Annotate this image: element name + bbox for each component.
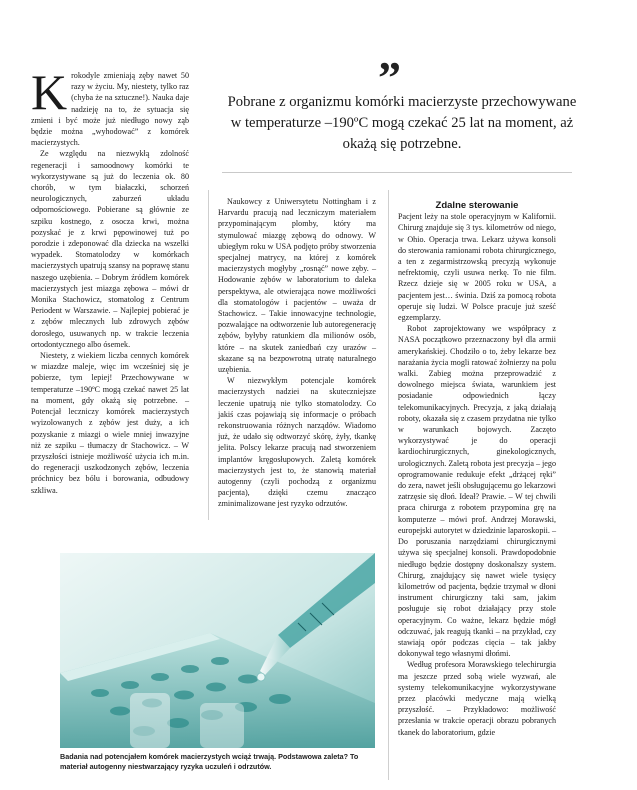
lead-text: rokodyle zmieniają zęby nawet 50 razy w życiu. My, niestety, tylko raz (chyba że na sztuczne!). Nauka daje nadzieję na to, że sytuacja się zmieni i być może już niedługo nowy ząb będzie można „wyhodować” z komórek macierzystych. (31, 71, 189, 148)
pull-quote: Pobrane z organizmu komórki macierzyste przechowywane w temperaturze –190ºC mogą czekać 25 lat na moment, aż okażą się potrzebne. (227, 94, 577, 152)
column-divider (208, 190, 209, 520)
column-divider (388, 190, 389, 780)
article-column-1 (31, 64, 189, 496)
body-paragraph: Niestety, z wiekiem liczba cennych komórek w miazdze maleje, więc im wcześniej się je pobierze, tym lepiej! Przechowywane w temperaturze –190ºC mogą czekać nawet 25 lat na moment, gdy okażą się potrzebne. – Potencjał leczniczy komórek macierzystych wyizolowanych z zębów jest duży, a ich pozyskanie z miazgi o wiele mniej inwazyjne niż ze szpiku – tłumaczy dr Stachowicz. – W przyszłości istnieje możliwość użycia ich m.in. do regeneracji uszkodzonych zębów, leczenia próchnicy bez bólu i borowania, odbudowy szkliwa. (31, 351, 189, 495)
photo-caption: Badania nad potencjałem komórek macierzystych wciąż trwają. Podstawowa zaleta? To materiał autogenny niestwarzający ryzyka uczuleń i odrzutów. (60, 752, 359, 771)
article-column-3 (398, 200, 556, 738)
body-paragraph: Pacjent leży na stole operacyjnym w Kalifornii. Chirurg znajduje się 3 tys. kilometrów od niego, w Ohio. Operacja trwa. Lekarz używa konsoli do sterowania ramionami robota chirurgicznego, a ten z zegarmistrzowską precyzją wykonuje nefrektomię, czyli usuwa nerkę. To nie film. Rzecz dzieje się w 2005 roku w USA, a pacjentem jest… świnia. Dziś za pomocą robota operuje się ludzi. W Polsce pracuje już sześć egzemplarzy. (398, 212, 556, 323)
body-paragraph: Ze względu na niezwykłą zdolność regeneracji i samoodnowy komórki te wykorzystywane są już do leczenia ok. 80 chorób, w tym białaczki, schorzeń neurologicznych, zaburzeń układu odpornościowego. Pobierane są głównie ze szpiku kostnego, z osocza krwi, można pozyskać je z krwi pępowinowej tuż po porodzie i zdeponować dla dziecka na wszelki wypadek. Stomatolodzy w komórkach macierzystych upatrują szansy na poprawę stanu naszego uzębienia. – Dobrym źródłem komórek macierzystych jest miazga zębowa – mówi dr Monika Stachowicz, stomatolog z Centrum Periodent w Warszawie. – Najlepiej pobierać je z zębów mlecznych lub zdrowych zębów dorosłego, usuwanych np. w trakcie leczenia ortodontycznego albo ósemek. (31, 149, 189, 349)
pipette-microplate-image (60, 553, 375, 748)
lab-photo (60, 553, 375, 748)
body-paragraph: W niezwykłym potencjale komórek macierzystych nadziei na skuteczniejsze leczenie upatrują nie tylko stomatolodzy. Co jakiś czas pojawiają się informacje o próbach rekonstruowania różnych narządów. Wiadomo już, że udało się odtworzyć skórę, żyły, tkankę jelita. Polscy lekarze pracują nad stworzeniem implantów kręgosłupowych. Zaletą komórek macierzystych jest to, że stanowią materiał autogenny (czyli pochodzą z organizmu pacjenta), dzięki czemu znacząco zminimalizowane jest ryzyko odrzutów. (218, 376, 376, 509)
lead-paragraph (31, 64, 189, 148)
section-heading: Zdalne sterowanie (435, 200, 519, 211)
pull-quote-divider (222, 172, 572, 173)
body-paragraph: Naukowcy z Uniwersytetu Nottingham i z Harvardu pracują nad leczniczym materiałem przypominającym plomby, który ma stymulować miazgę zębową do odnowy. W ubiegłym roku w USA podjęto próby stworzenia specjalnej matrycy, na której z komórek macierzystych mogłyby „rosnąć” nowe zęby. – Hodowanie zębów w laboratorium to daleka perspektywa, ale otwierająca nowe możliwości dla stomatologów i pacjentów – uważa dr Stachowicz. – Takie innowacyjne technologie, pozwalające na odtworzenie lub autoregenerację zębów, byłyby ratunkiem dla milionów osób, które – na skutek zaniedbań czy urazów – skazane są na bezpowrotną utratę naturalnego uzębienia. (218, 197, 376, 375)
drop-cap: K (31, 64, 68, 120)
quote-mark-icon: ” (378, 52, 401, 103)
body-paragraph: Robot zaprojektowany we współpracy z NASA początkowo przeznaczony był dla armii amerykańskiej. Chodziło o to, żeby lekarze bez narażania życia mogli ratować żołnierzy na polu walki. Zabieg można przeprowadzić z dowolnego miejsca świata, warunkiem jest posiadanie odpowiednich łączy telekomunikacyjnych. Precyzja, z jaką działają roboty, okazała się z czasem przydatna nie tylko w warunkach bojowych. Zaczęto wykorzystywać je do operacji kardiochirurgicznych, ginekologicznych, urologicznych. Zaletą robota jest precyzja – jego oprogramowanie redukuje efekt „drżącej ręki” do zera, nawet jeśli obsługującemu go lekarzowi zatrzęsie się dłoń. Ideał? Prawie. – W tej chwili praca chirurga z robotem przypomina grę na komputerze – mówi prof. Andrzej Morawski, europejski autorytet w dziedzinie laparoskopii. – Do poruszania narzędziami chirurgicznymi używa się specjalnej konsoli. Prawdopodobnie niedługo będzie dostępny doskonalszy system. Chirurg, znajdujący się nawet wiele tysięcy kilometrów od pacjenta, będzie trzymał w dłoni instrument chirurgiczny taki sam, jakim posługuje się robot działający przy stole operacyjnym. Co ważne, lekarz będzie mógł odczuwać, jak reagują tkanki – na przykład, czy stawiają opór podczas cięcia – tak jakby dokonywał tego własnymi dłońmi. (398, 324, 556, 659)
article-column-2 (218, 196, 376, 510)
body-paragraph: Według profesora Morawskiego telechirurgia ma jeszcze przed sobą wiele wyzwań, ale systemy telekomunikacyjne wykorzystywane przez placówki medyczne mają wielką przyszłość. – Przykładowo: możliwość przesłania w trakcie operacji obrazu pobranych tkanek do laboratorium, gdzie (398, 660, 556, 737)
